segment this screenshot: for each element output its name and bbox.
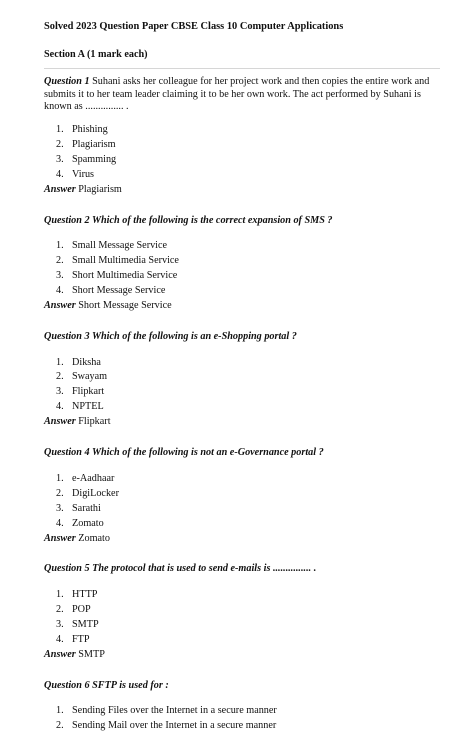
answer-line <box>44 649 440 662</box>
option-item: 1. Phishing <box>56 124 108 135</box>
option-text: Spamming <box>72 153 117 165</box>
option-item: 1. HTTP <box>56 589 98 600</box>
option-item: 1. e-Aadhaar <box>56 472 115 484</box>
question-block-6 <box>44 680 440 733</box>
option-text: Swayam <box>72 371 108 383</box>
document-title: Solved 2023 Question Paper CBSE Class 10 Computer Applications <box>44 21 344 32</box>
answer-label: Answer <box>44 416 76 428</box>
option-item: 1. Sending Files over the Internet in a secure manner <box>56 705 277 717</box>
question-3 <box>44 331 440 344</box>
answer-line <box>44 184 440 197</box>
question-text: Which of the following is the correct expansion of SMS ? <box>91 214 333 226</box>
option-item: 3. SMTP <box>56 618 99 630</box>
option-text: Plagiarism <box>72 138 116 150</box>
answer-label: Answer <box>44 648 76 660</box>
options-list <box>44 473 440 531</box>
question-label: Question 5 <box>44 563 90 575</box>
option-text: Virus <box>72 168 95 180</box>
question-1 <box>44 76 440 114</box>
question-block-2 <box>44 215 440 313</box>
option-item: 3. Spamming <box>56 153 117 165</box>
answer-text: SMTP <box>78 648 105 660</box>
options-list <box>44 240 440 298</box>
question-label: Question 3 <box>44 330 90 342</box>
option-text: Sarathi <box>72 502 101 514</box>
answer-text: Zomato <box>78 532 110 544</box>
answer-label: Answer <box>44 300 76 311</box>
option-text: Short Multimedia Service <box>72 270 178 282</box>
question-4 <box>44 447 440 460</box>
answer-text: Flipkart <box>78 416 111 428</box>
answer-label: Answer <box>44 532 76 544</box>
option-item: 4. Virus <box>56 168 95 180</box>
option-item: 3. Short Multimedia Service <box>56 270 178 282</box>
option-item: 2. DigiLocker <box>56 487 119 499</box>
question-block-5 <box>44 563 440 661</box>
option-text: FTP <box>72 633 90 645</box>
option-text: SMTP <box>72 618 99 630</box>
answer-text: Short Message Service <box>78 300 172 311</box>
option-text: HTTP <box>72 589 98 600</box>
section-heading: Section A (1 mark each) <box>44 49 148 60</box>
question-6 <box>44 680 440 693</box>
options-list <box>44 357 440 415</box>
option-text: NPTEL <box>72 401 104 413</box>
option-text: Phishing <box>72 124 108 135</box>
answer-line <box>44 533 440 546</box>
option-item: 4. FTP <box>56 633 90 645</box>
question-text: SFTP is used for : <box>92 679 169 691</box>
question-block-1 <box>44 76 440 197</box>
option-item: 2. POP <box>56 603 91 615</box>
option-text: DigiLocker <box>72 487 119 499</box>
question-label: Question 2 <box>44 214 90 226</box>
question-5 <box>44 563 440 576</box>
option-item: 2. Small Multimedia Service <box>56 255 179 267</box>
option-item: 2. Swayam <box>56 371 108 383</box>
question-text: Suhani asks her colleague for her project work and then copies the entire work and submits it to her team leader claiming it to be her own work. The act performed by Suhani is known as ............... . <box>44 75 430 113</box>
option-item: 2. Sending Mail over the Internet in a secure manner <box>56 720 277 732</box>
question-block-4 <box>44 447 440 545</box>
option-text: Diksha <box>72 356 101 368</box>
section-divider <box>44 68 440 69</box>
question-text: Which of the following is an e-Shopping portal ? <box>91 330 297 342</box>
option-text: e-Aadhaar <box>72 472 115 484</box>
answer-line <box>44 416 440 429</box>
option-item: 3. Sarathi <box>56 502 101 514</box>
answer-text: Plagiarism <box>78 183 122 195</box>
answer-line <box>44 300 440 313</box>
option-item: 3. Flipkart <box>56 386 105 398</box>
question-label: Question 6 <box>44 679 90 691</box>
option-text: Small Message Service <box>72 240 168 252</box>
option-text: POP <box>72 603 91 615</box>
question-label: Question 4 <box>44 447 90 458</box>
question-label: Question 1 <box>44 75 90 87</box>
question-2 <box>44 215 440 228</box>
option-item: 4. Short Message Service <box>56 285 166 297</box>
option-item: 4. Zomato <box>56 517 104 529</box>
option-text: Flipkart <box>72 386 105 398</box>
options-list <box>44 124 440 182</box>
question-block-3 <box>44 331 440 429</box>
option-item: 1. Diksha <box>56 356 101 368</box>
option-text: Sending Mail over the Internet in a secure manner <box>72 720 277 732</box>
option-item: 1. Small Message Service <box>56 240 168 252</box>
option-text: Short Message Service <box>72 285 166 297</box>
answer-label: Answer <box>44 183 76 195</box>
option-item: 4. NPTEL <box>56 401 104 413</box>
option-text: Sending Files over the Internet in a secure manner <box>72 705 277 717</box>
option-text: Zomato <box>72 517 104 529</box>
question-text: Which of the following is not an e-Governance portal ? <box>91 447 324 458</box>
options-list <box>44 705 440 733</box>
option-text: Small Multimedia Service <box>72 255 179 267</box>
question-text: The protocol that is used to send e-mails is ............... . <box>92 563 317 575</box>
options-list <box>44 589 440 647</box>
option-item: 2. Plagiarism <box>56 138 116 150</box>
